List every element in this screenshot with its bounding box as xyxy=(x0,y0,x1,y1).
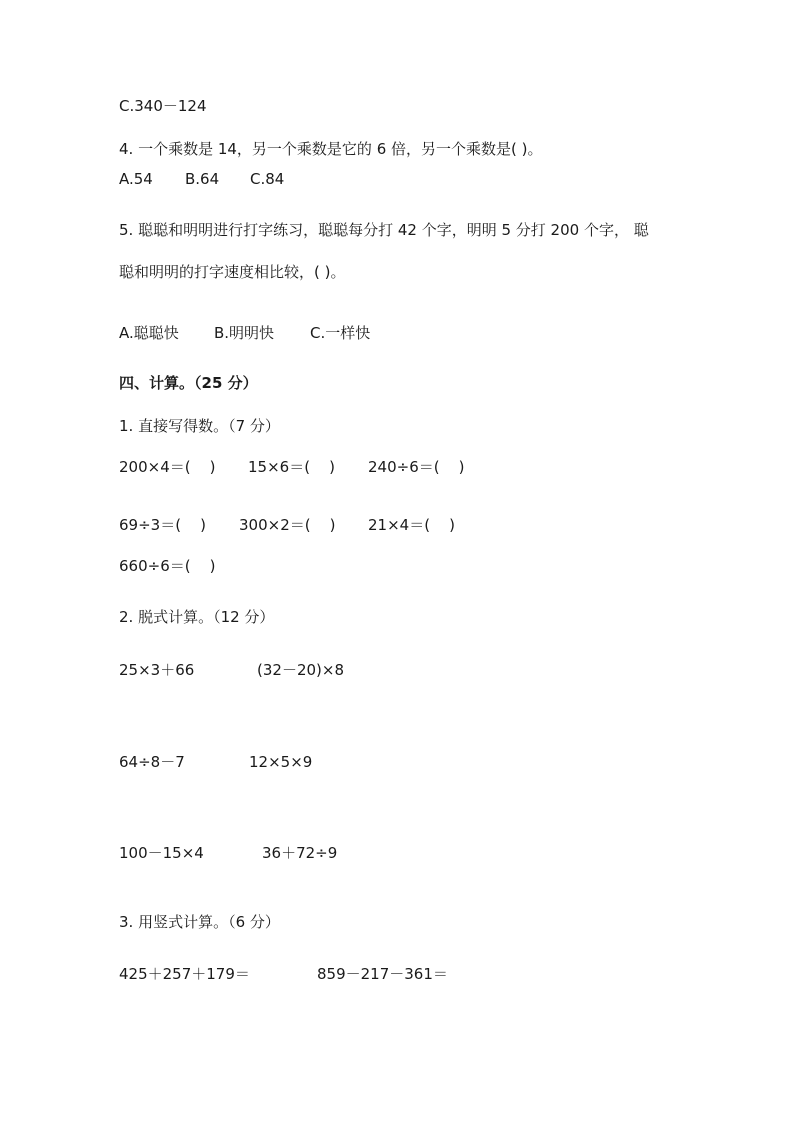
q5-option-b: B.明明快 xyxy=(214,324,275,342)
q4-option-c: C.84 xyxy=(250,170,285,188)
part3-heading: 3. 用竖式计算。（6 分） xyxy=(119,913,280,931)
part1-item-1: 200×4＝( ) xyxy=(119,458,216,476)
part1-item-3: 240÷6＝( ) xyxy=(368,458,465,476)
part1-heading: 1. 直接写得数。（7 分） xyxy=(119,417,280,435)
part2-item-4: 12×5×9 xyxy=(249,753,313,771)
q4-option-a: A.54 xyxy=(119,170,153,188)
q5-stem-line1: 5. 聪聪和明明进行打字练习，聪聪每分打 42 个字，明明 5 分打 200 个字， 聪 xyxy=(119,221,649,239)
part3-item-2: 859－217－361＝ xyxy=(317,965,448,983)
q4-option-b: B.64 xyxy=(185,170,220,188)
part3-item-1: 425＋257＋179＝ xyxy=(119,965,250,983)
part2-item-1: 25×3＋66 xyxy=(119,661,195,679)
part1-item-4: 69÷3＝( ) xyxy=(119,516,206,534)
part2-item-6: 36＋72÷9 xyxy=(262,844,338,862)
part1-item-7: 660÷6＝( ) xyxy=(119,557,216,575)
q4-stem: 4. 一个乘数是 14，另一个乘数是它的 6 倍，另一个乘数是( )。 xyxy=(119,140,543,158)
part2-item-3: 64÷8－7 xyxy=(119,753,185,771)
part1-item-2: 15×6＝( ) xyxy=(248,458,335,476)
part2-item-2: (32－20)×8 xyxy=(257,661,344,679)
part2-item-5: 100－15×4 xyxy=(119,844,204,862)
q3-option-c: C.340－124 xyxy=(119,97,207,115)
section4-title: 四、计算。（25 分） xyxy=(119,374,258,392)
part1-item-5: 300×2＝( ) xyxy=(239,516,336,534)
q5-stem-line2: 聪和明明的打字速度相比较，( )。 xyxy=(119,263,346,281)
part1-item-6: 21×4＝( ) xyxy=(368,516,455,534)
q5-option-c: C.一样快 xyxy=(310,324,371,342)
q5-option-a: A.聪聪快 xyxy=(119,324,179,342)
part2-heading: 2. 脱式计算。（12 分） xyxy=(119,608,275,626)
